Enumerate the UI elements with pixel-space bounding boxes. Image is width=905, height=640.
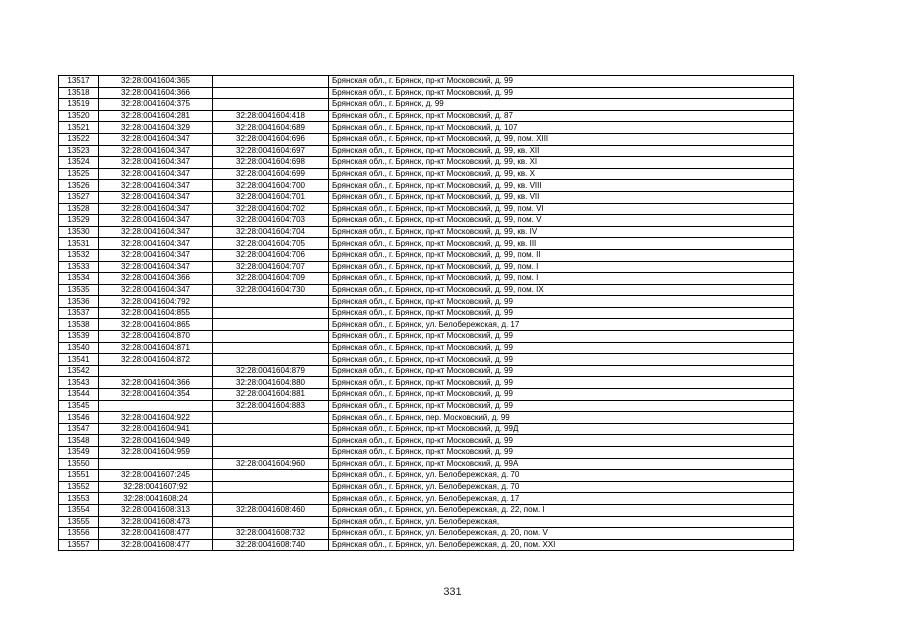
address-cell: Брянская обл., г. Брянск, пр-кт Московский, д. 99, пом. VI [329, 203, 794, 215]
row-number-cell: 13527 [59, 191, 99, 203]
cadastral-number-cell: 32:28:0041604:872 [99, 354, 213, 366]
object-cadastral-number-cell: 32:28:0041604:706 [213, 249, 329, 261]
row-number-cell: 13548 [59, 435, 99, 447]
row-number-cell: 13550 [59, 458, 99, 470]
object-cadastral-number-cell: 32:28:0041604:883 [213, 400, 329, 412]
cadastral-number-cell: 32:28:0041604:347 [99, 168, 213, 180]
address-cell: Брянская обл., г. Брянск, ул. Белобережская, д. 20, пом. V [329, 528, 794, 540]
cadastral-number-cell: 32:28:0041604:347 [99, 133, 213, 145]
object-cadastral-number-cell [213, 99, 329, 111]
cadastral-number-cell: 32:28:0041604:366 [99, 377, 213, 389]
table-row [59, 365, 794, 377]
object-cadastral-number-cell [213, 76, 329, 88]
address-cell: Брянская обл., г. Брянск, пр-кт Московский, д. 99, пом. XIII [329, 133, 794, 145]
cadastral-number-cell: 32:28:0041604:366 [99, 87, 213, 99]
row-number-cell: 13537 [59, 307, 99, 319]
object-cadastral-number-cell: 32:28:0041604:699 [213, 168, 329, 180]
cadastral-number-cell: 32:28:0041608:477 [99, 528, 213, 540]
table-row [59, 539, 794, 551]
address-cell: Брянская обл., г. Брянск, пр-кт Московский, д. 99 [329, 87, 794, 99]
object-cadastral-number-cell: 32:28:0041604:418 [213, 110, 329, 122]
address-cell: Брянская обл., г. Брянск, пр-кт Московский, д. 99, кв. XII [329, 145, 794, 157]
row-number-cell: 13523 [59, 145, 99, 157]
address-cell: Брянская обл., г. Брянск, пр-кт Московский, д. 107 [329, 122, 794, 134]
address-cell: Брянская обл., г. Брянск, пр-кт Московский, д. 99, кв. III [329, 238, 794, 250]
object-cadastral-number-cell [213, 87, 329, 99]
row-number-cell: 13525 [59, 168, 99, 180]
table-row [59, 122, 794, 134]
row-number-cell: 13544 [59, 389, 99, 401]
cadastral-number-cell: 32:28:0041607:92 [99, 481, 213, 493]
cadastral-number-cell: 32:28:0041604:347 [99, 284, 213, 296]
cadastral-number-cell: 32:28:0041604:870 [99, 331, 213, 343]
object-cadastral-number-cell [213, 516, 329, 528]
registry-table [58, 75, 794, 551]
table-row [59, 389, 794, 401]
cadastral-number-cell: 32:28:0041604:347 [99, 215, 213, 227]
registry-table-body [59, 76, 794, 551]
row-number-cell: 13529 [59, 215, 99, 227]
row-number-cell: 13526 [59, 180, 99, 192]
table-row [59, 412, 794, 424]
table-row [59, 76, 794, 88]
cadastral-number-cell: 32:28:0041604:941 [99, 423, 213, 435]
table-row [59, 249, 794, 261]
cadastral-number-cell [99, 365, 213, 377]
table-row [59, 261, 794, 273]
page-number: 331 [443, 586, 462, 598]
address-cell: Брянская обл., г. Брянск, пр-кт Московский, д. 99, кв. VIII [329, 180, 794, 192]
address-cell: Брянская обл., г. Брянск, пр-кт Московский, д. 99 [329, 296, 794, 308]
object-cadastral-number-cell [213, 470, 329, 482]
table-row [59, 296, 794, 308]
address-cell: Брянская обл., г. Брянск, пр-кт Московский, д. 99, кв. IV [329, 226, 794, 238]
object-cadastral-number-cell: 32:28:0041604:702 [213, 203, 329, 215]
object-cadastral-number-cell [213, 412, 329, 424]
address-cell: Брянская обл., г. Брянск, пр-кт Московский, д. 99 [329, 342, 794, 354]
object-cadastral-number-cell: 32:28:0041604:701 [213, 191, 329, 203]
row-number-cell: 13534 [59, 273, 99, 285]
table-row [59, 528, 794, 540]
row-number-cell: 13539 [59, 331, 99, 343]
table-row [59, 99, 794, 111]
table-row [59, 470, 794, 482]
table-row [59, 481, 794, 493]
address-cell: Брянская обл., г. Брянск, ул. Белобережская, д. 17 [329, 319, 794, 331]
object-cadastral-number-cell [213, 493, 329, 505]
row-number-cell: 13530 [59, 226, 99, 238]
cadastral-number-cell: 32:28:0041604:792 [99, 296, 213, 308]
address-cell: Брянская обл., г. Брянск, пр-кт Московский, д. 99, кв. XI [329, 157, 794, 169]
table-row [59, 226, 794, 238]
address-cell: Брянская обл., г. Брянск, пр-кт Московский, д. 99Д [329, 423, 794, 435]
row-number-cell: 13551 [59, 470, 99, 482]
address-cell: Брянская обл., г. Брянск, ул. Белобережская, [329, 516, 794, 528]
table-row [59, 331, 794, 343]
cadastral-number-cell: 32:28:0041608:24 [99, 493, 213, 505]
table-row [59, 319, 794, 331]
address-cell: Брянская обл., г. Брянск, пр-кт Московский, д. 99 [329, 331, 794, 343]
row-number-cell: 13555 [59, 516, 99, 528]
table-row [59, 110, 794, 122]
object-cadastral-number-cell [213, 481, 329, 493]
row-number-cell: 13556 [59, 528, 99, 540]
row-number-cell: 13543 [59, 377, 99, 389]
row-number-cell: 13520 [59, 110, 99, 122]
table-row [59, 203, 794, 215]
row-number-cell: 13546 [59, 412, 99, 424]
address-cell: Брянская обл., г. Брянск, ул. Белобережская, д. 22, пом. I [329, 504, 794, 516]
row-number-cell: 13541 [59, 354, 99, 366]
cadastral-number-cell: 32:28:0041604:922 [99, 412, 213, 424]
table-row [59, 157, 794, 169]
object-cadastral-number-cell: 32:28:0041608:732 [213, 528, 329, 540]
object-cadastral-number-cell: 32:28:0041604:698 [213, 157, 329, 169]
cadastral-number-cell [99, 458, 213, 470]
object-cadastral-number-cell [213, 423, 329, 435]
object-cadastral-number-cell [213, 447, 329, 459]
table-row [59, 168, 794, 180]
object-cadastral-number-cell: 32:28:0041604:880 [213, 377, 329, 389]
object-cadastral-number-cell [213, 331, 329, 343]
address-cell: Брянская обл., г. Брянск, пр-кт Московский, д. 99 [329, 400, 794, 412]
address-cell: Брянская обл., г. Брянск, пр-кт Московский, д. 99, пом. II [329, 249, 794, 261]
address-cell: Брянская обл., г. Брянск, пр-кт Московский, д. 99, пом. I [329, 261, 794, 273]
table-row [59, 516, 794, 528]
row-number-cell: 13557 [59, 539, 99, 551]
row-number-cell: 13524 [59, 157, 99, 169]
table-row [59, 342, 794, 354]
cadastral-number-cell: 32:28:0041604:347 [99, 180, 213, 192]
row-number-cell: 13517 [59, 76, 99, 88]
address-cell: Брянская обл., г. Брянск, ул. Белобережская, д. 17 [329, 493, 794, 505]
table-row [59, 307, 794, 319]
cadastral-number-cell: 32:28:0041604:959 [99, 447, 213, 459]
row-number-cell: 13545 [59, 400, 99, 412]
table-row [59, 87, 794, 99]
table-row [59, 435, 794, 447]
cadastral-number-cell: 32:28:0041604:366 [99, 273, 213, 285]
address-cell: Брянская обл., г. Брянск, пр-кт Московский, д. 99, кв. X [329, 168, 794, 180]
object-cadastral-number-cell: 32:28:0041604:696 [213, 133, 329, 145]
object-cadastral-number-cell: 32:28:0041604:703 [213, 215, 329, 227]
cadastral-number-cell: 32:28:0041604:347 [99, 191, 213, 203]
address-cell: Брянская обл., г. Брянск, ул. Белобережская, д. 70 [329, 470, 794, 482]
row-number-cell: 13553 [59, 493, 99, 505]
row-number-cell: 13536 [59, 296, 99, 308]
table-row [59, 191, 794, 203]
cadastral-number-cell: 32:28:0041608:473 [99, 516, 213, 528]
row-number-cell: 13535 [59, 284, 99, 296]
object-cadastral-number-cell: 32:28:0041608:460 [213, 504, 329, 516]
address-cell: Брянская обл., г. Брянск, д. 99 [329, 99, 794, 111]
cadastral-number-cell: 32:28:0041604:281 [99, 110, 213, 122]
address-cell: Брянская обл., г. Брянск, пр-кт Московский, д. 99 [329, 76, 794, 88]
table-row [59, 238, 794, 250]
table-row [59, 400, 794, 412]
object-cadastral-number-cell [213, 342, 329, 354]
row-number-cell: 13528 [59, 203, 99, 215]
row-number-cell: 13540 [59, 342, 99, 354]
row-number-cell: 13519 [59, 99, 99, 111]
address-cell: Брянская обл., г. Брянск, пр-кт Московский, д. 99 [329, 365, 794, 377]
table-row [59, 493, 794, 505]
cadastral-number-cell: 32:28:0041604:347 [99, 203, 213, 215]
address-cell: Брянская обл., г. Брянск, пр-кт Московский, д. 99 [329, 307, 794, 319]
row-number-cell: 13554 [59, 504, 99, 516]
object-cadastral-number-cell [213, 307, 329, 319]
address-cell: Брянская обл., г. Брянск, пр-кт Московский, д. 99, кв. VII [329, 191, 794, 203]
object-cadastral-number-cell: 32:28:0041604:697 [213, 145, 329, 157]
cadastral-number-cell: 32:28:0041604:347 [99, 226, 213, 238]
cadastral-number-cell: 32:28:0041604:347 [99, 249, 213, 261]
row-number-cell: 13532 [59, 249, 99, 261]
cadastral-number-cell: 32:28:0041604:354 [99, 389, 213, 401]
object-cadastral-number-cell: 32:28:0041604:881 [213, 389, 329, 401]
cadastral-number-cell: 32:28:0041607:245 [99, 470, 213, 482]
table-row [59, 180, 794, 192]
row-number-cell: 13522 [59, 133, 99, 145]
cadastral-number-cell: 32:28:0041604:855 [99, 307, 213, 319]
table-row [59, 133, 794, 145]
object-cadastral-number-cell [213, 435, 329, 447]
address-cell: Брянская обл., г. Брянск, пр-кт Московский, д. 99 [329, 389, 794, 401]
object-cadastral-number-cell: 32:28:0041604:689 [213, 122, 329, 134]
table-row [59, 423, 794, 435]
object-cadastral-number-cell: 32:28:0041608:740 [213, 539, 329, 551]
cadastral-number-cell: 32:28:0041604:871 [99, 342, 213, 354]
address-cell: Брянская обл., г. Брянск, пер. Московский, д. 99 [329, 412, 794, 424]
object-cadastral-number-cell [213, 296, 329, 308]
row-number-cell: 13542 [59, 365, 99, 377]
object-cadastral-number-cell [213, 319, 329, 331]
cadastral-number-cell: 32:28:0041604:365 [99, 76, 213, 88]
cadastral-number-cell: 32:28:0041604:865 [99, 319, 213, 331]
address-cell: Брянская обл., г. Брянск, ул. Белобережская, д. 20, пом. XXI [329, 539, 794, 551]
cadastral-number-cell: 32:28:0041604:347 [99, 238, 213, 250]
address-cell: Брянская обл., г. Брянск, пр-кт Московский, д. 99 [329, 447, 794, 459]
object-cadastral-number-cell: 32:28:0041604:960 [213, 458, 329, 470]
row-number-cell: 13538 [59, 319, 99, 331]
object-cadastral-number-cell: 32:28:0041604:704 [213, 226, 329, 238]
table-row [59, 215, 794, 227]
table-row [59, 458, 794, 470]
row-number-cell: 13518 [59, 87, 99, 99]
row-number-cell: 13552 [59, 481, 99, 493]
cadastral-number-cell: 32:28:0041604:347 [99, 261, 213, 273]
object-cadastral-number-cell [213, 354, 329, 366]
address-cell: Брянская обл., г. Брянск, пр-кт Московский, д. 87 [329, 110, 794, 122]
address-cell: Брянская обл., г. Брянск, пр-кт Московский, д. 99 [329, 377, 794, 389]
address-cell: Брянская обл., г. Брянск, пр-кт Московский, д. 99 [329, 354, 794, 366]
object-cadastral-number-cell: 32:28:0041604:707 [213, 261, 329, 273]
row-number-cell: 13533 [59, 261, 99, 273]
cadastral-number-cell: 32:28:0041604:949 [99, 435, 213, 447]
object-cadastral-number-cell: 32:28:0041604:709 [213, 273, 329, 285]
row-number-cell: 13531 [59, 238, 99, 250]
cadastral-number-cell: 32:28:0041604:329 [99, 122, 213, 134]
table-row [59, 377, 794, 389]
table-row [59, 504, 794, 516]
cadastral-number-cell: 32:28:0041604:375 [99, 99, 213, 111]
table-row [59, 145, 794, 157]
table-row [59, 354, 794, 366]
object-cadastral-number-cell: 32:28:0041604:879 [213, 365, 329, 377]
table-row [59, 273, 794, 285]
row-number-cell: 13549 [59, 447, 99, 459]
address-cell: Брянская обл., г. Брянск, пр-кт Московский, д. 99 [329, 435, 794, 447]
address-cell: Брянская обл., г. Брянск, пр-кт Московский, д. 99, пом. V [329, 215, 794, 227]
address-cell: Брянская обл., г. Брянск, ул. Белобережская, д. 70 [329, 481, 794, 493]
table-row [59, 284, 794, 296]
object-cadastral-number-cell: 32:28:0041604:705 [213, 238, 329, 250]
table-row [59, 447, 794, 459]
cadastral-number-cell: 32:28:0041604:347 [99, 157, 213, 169]
object-cadastral-number-cell: 32:28:0041604:700 [213, 180, 329, 192]
cadastral-number-cell: 32:28:0041604:347 [99, 145, 213, 157]
cadastral-number-cell: 32:28:0041608:313 [99, 504, 213, 516]
object-cadastral-number-cell: 32:28:0041604:730 [213, 284, 329, 296]
row-number-cell: 13547 [59, 423, 99, 435]
row-number-cell: 13521 [59, 122, 99, 134]
address-cell: Брянская обл., г. Брянск, пр-кт Московский, д. 99, пом. I [329, 273, 794, 285]
address-cell: Брянская обл., г. Брянск, пр-кт Московский, д. 99А [329, 458, 794, 470]
address-cell: Брянская обл., г. Брянск, пр-кт Московский, д. 99, пом. IX [329, 284, 794, 296]
cadastral-number-cell [99, 400, 213, 412]
cadastral-number-cell: 32:28:0041608:477 [99, 539, 213, 551]
